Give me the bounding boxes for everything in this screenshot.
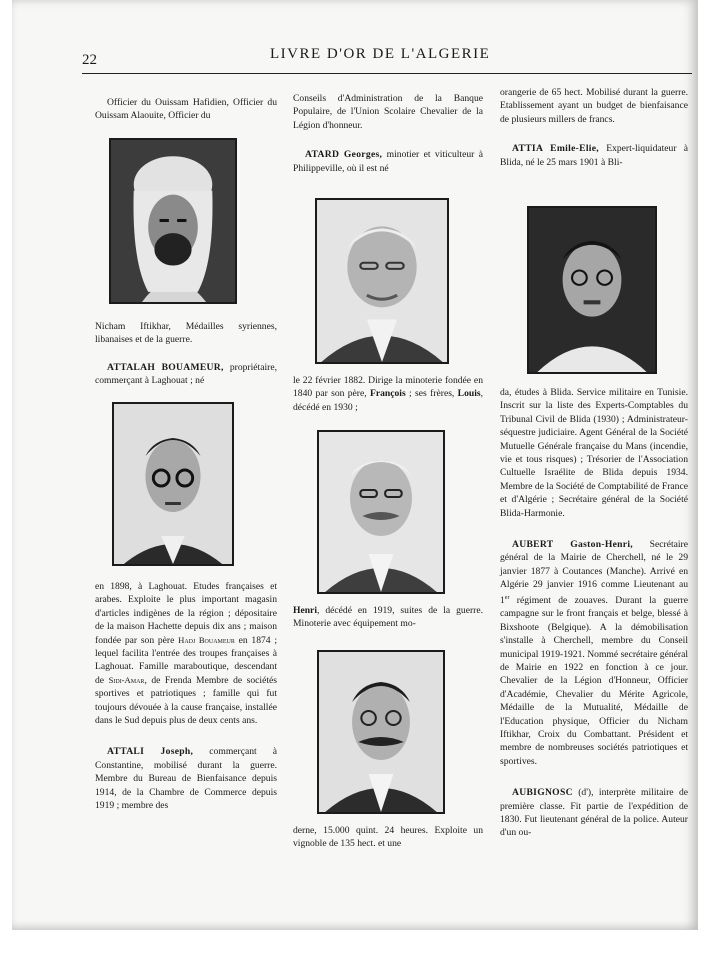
name-louis: Louis <box>457 388 481 400</box>
page-number: 22 <box>82 52 97 68</box>
col2-text-mid <box>293 374 483 414</box>
entry-text-attia: Expert-liquidateur à Blida, né le 25 mars 1901 à Bli- <box>500 143 688 168</box>
name-henri: Henri <box>293 605 317 616</box>
entry-name-atard: ATARD Georges, <box>305 149 383 161</box>
portrait-photo-5 <box>317 650 445 814</box>
col1-paragraph-3: en 1898, à Laghouat. Etudes françaises et arabes. Exploite le plus important magasin d'articles indigènes de la région ; dépositaire de la maison Hachette depuis dix ans ; maison fondée par son père Hadj Bouameur en 1874 ; lequel facilita l'entrée des troupes françaises à Laghouat. Famille maraboutique, descendant de Sidi-Amar, de Frenda Membre de sociétés sportives et patriotiques ; famille qui fut toujours dévouée à la cause française, installée dans le Sud depuis plus de deux cents ans. <box>95 581 278 727</box>
col1-text-bottom <box>95 580 277 813</box>
entry-aubert: AUBERT Gaston-Henri, Secrétaire général de la Mairie de Cherchell, né le 29 janvier 1877 à Coutances (Manche). Arrivé en Algérie 29 janvier 1916 comme Lieutenant au 1er régiment de zouaves. Durant la guerre campagne sur le front français et belge, blessé à Bixshoote (Belgique). A la démobilisation s'installe à Cherchell, membre du Conseil municipal 1919-1921. Nommé secrétaire général de Mairie en 1922 en fonction à ce jour. Chevalier de la Légion d'Honneur, Officier d'Académie, Chevalier du Mérite Agricole, Médaille de la Mutualité, Médaille de l'Education physique, Officier du Nicham Iftikhar, Croix du Combattant. Président et membre de nombreuses sociétés patriotiques et sportives. <box>500 539 689 767</box>
name-francois: François <box>370 388 406 400</box>
entry-attali <box>95 745 277 812</box>
col3-text-mid <box>500 386 688 840</box>
entry-text-atard: minotier et viticulteur à Philippeville, où il est né <box>293 149 484 174</box>
entry-name-aubignosc: AUBIGNOSC <box>512 787 573 799</box>
entry-name-attalah: ATTALAH BOUAMEUR, <box>107 361 224 373</box>
entry-atard <box>293 148 483 175</box>
col3-text-top <box>500 86 688 169</box>
entry-name-aubert: AUBERT Gaston-Henri, <box>512 539 634 551</box>
col2-text-bottom <box>293 824 483 851</box>
running-head: LIVRE D'OR DE L'ALGERIE <box>270 46 491 62</box>
entry-attalah <box>95 361 277 388</box>
book-page <box>12 0 698 930</box>
portrait-photo-1 <box>109 138 237 304</box>
col2-paragraph-2: le 22 février 1882. Dirige la minoterie fondée en 1840 par son père, François ; ses frères, Louis, décédé en 1930 ; <box>293 375 484 413</box>
col2-text-top <box>293 92 483 175</box>
col2-paragraph-4: derne, 15.000 quint. 24 heures. Exploite un vignoble de 135 hect. et une <box>293 825 483 850</box>
superscript-er: er <box>504 594 510 601</box>
col1-paragraph-1: Officier du Ouissam Hafidien, Officier du Ouissam Alaouite, Officier du <box>95 97 277 122</box>
portrait-photo-6 <box>527 206 657 374</box>
entry-name-attia: ATTIA Emile-Elie, <box>512 143 600 155</box>
small-caps-hadj: Hadj Bouameur <box>178 634 235 645</box>
entry-aubignosc <box>500 786 688 840</box>
header-rule <box>82 73 692 74</box>
entry-attia <box>500 142 688 169</box>
small-caps-sidi: Sidi-Amar <box>108 674 145 685</box>
col3-paragraph-1: orangerie de 65 hect. Mobilisé durant la guerre. Etablissement ayant un budget de bienfaisance de plusieurs millers de francs. <box>500 87 688 125</box>
col1-text-top <box>95 96 277 123</box>
portrait-photo-4 <box>317 430 445 594</box>
col1-paragraph-2: Nicham Iftikhar, Médailles syriennes, libanaises et de la guerre. <box>95 321 277 346</box>
portrait-photo-2 <box>112 402 234 566</box>
col2-paragraph-1: Conseils d'Administration de la Banque Populaire, de l'Union Scolaire Chevalier de la Légion d'honneur. <box>293 93 483 131</box>
col1-text-mid <box>95 320 277 388</box>
entry-text-aubignosc: (d'), interprète militaire de première classe. Fit partie de l'expédition de 1830. Fut lieutenant général de la police. Auteur d'un ou- <box>500 787 688 839</box>
entry-name-attali: ATTALI Joseph, <box>107 746 194 758</box>
portrait-photo-3 <box>315 198 449 364</box>
col3-paragraph-2: da, études à Blida. Service militaire en Tunisie. Inscrit sur la liste des Experts-Comptables du Tribunal Civil de Blida (1930) ; Administrateur-séquestre judiciaire. Agent Général de la Société Mutuelle Générale française du Mans (incendie, vie et tous risques) ; Trésorier de l'Association Cultuelle Israélite de Blida depuis 1934. Membre de la Société de Comptabilité de France et d'Algérie ; Secrétaire général de la Société Blida-Harmonie. <box>500 387 688 519</box>
col2-text-mid2 <box>293 604 483 631</box>
col2-paragraph-3: Henri, décédé en 1919, suites de la guerre. Minoterie avec équipement mo- <box>293 605 483 630</box>
entry-text-attali: commerçant à Constantine, mobilisé durant la guerre. Membre du Bureau de Bienfaisance depuis 1914, de la Chambre de Commerce depuis 1919 ; membre des <box>95 746 278 812</box>
entry-text-attalah: propriétaire, commerçant à Laghouat ; né <box>95 361 277 387</box>
